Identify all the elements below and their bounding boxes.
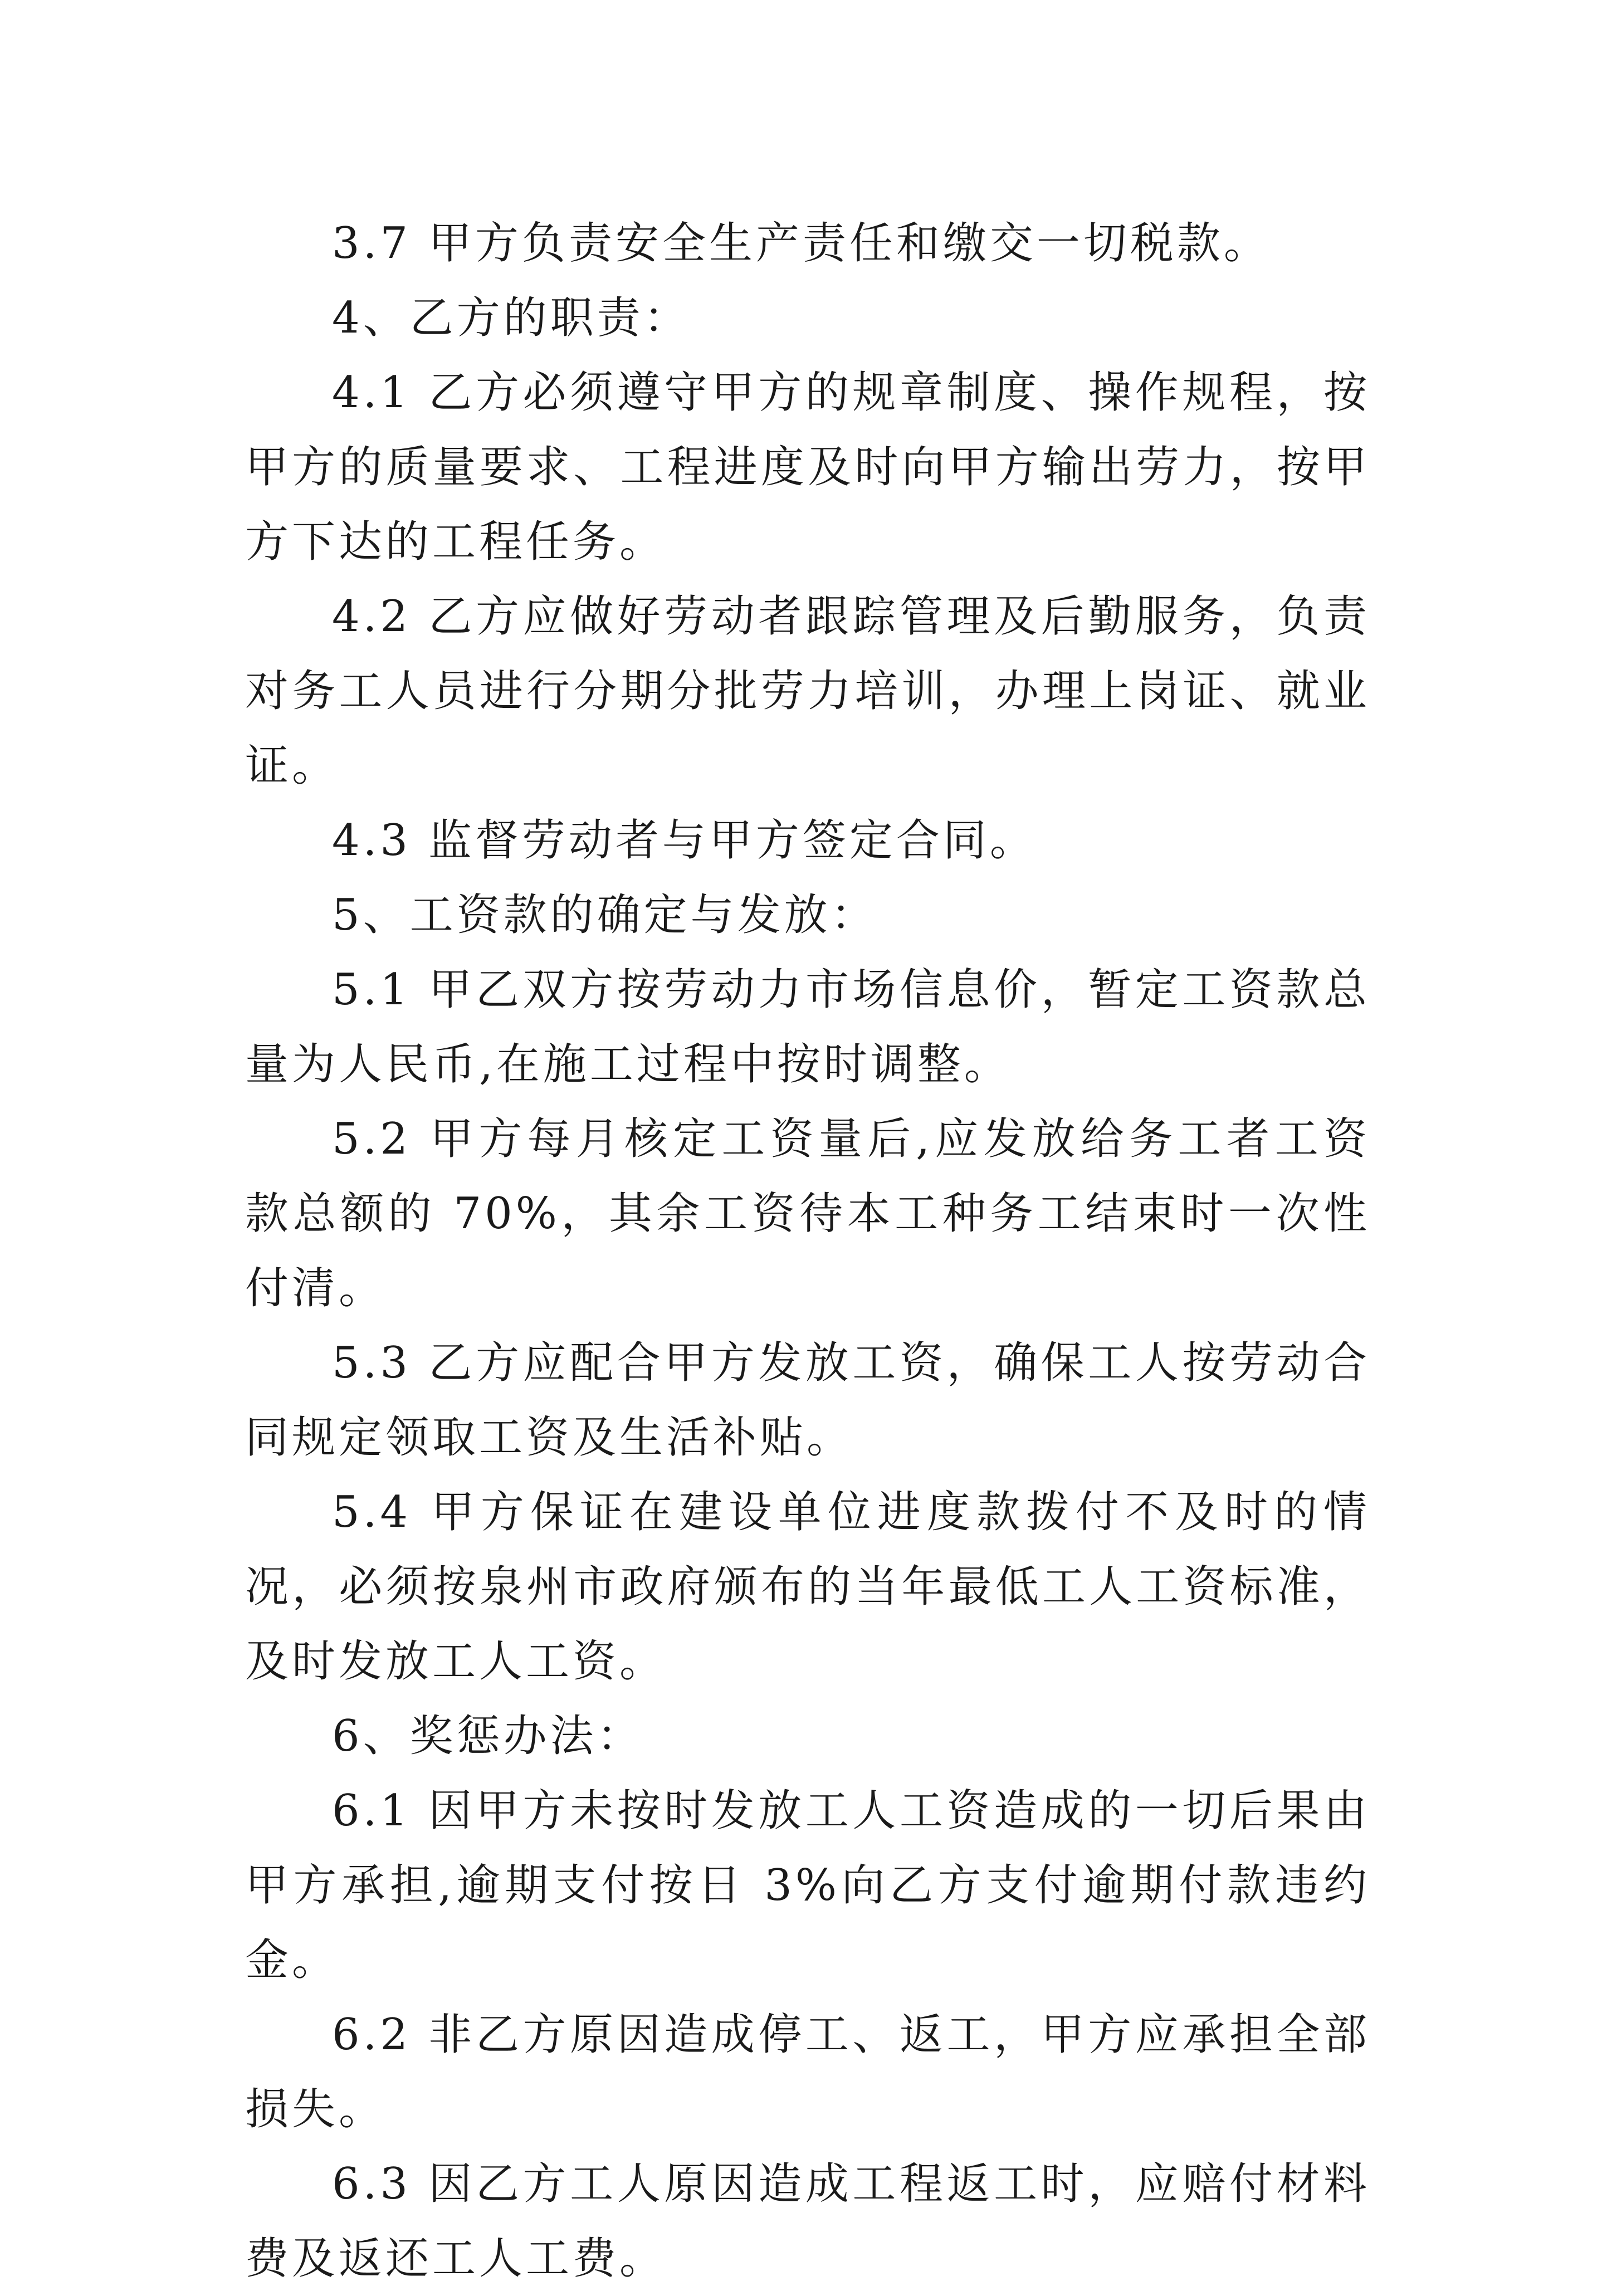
clause-4-1: 4.1 乙方必须遵守甲方的规章制度、操作规程，按甲方的质量要求、工程进度及时向甲方输出劳力，按甲方下达的工程任务。 <box>245 368 1370 567</box>
section-heading-4: 4、乙方的职责： <box>332 293 691 343</box>
clause-5-4: 5.4 甲方保证在建设单位进度款拨付不及时的情况，必须按泉州市政府颁布的当年最低工人工资标准，及时发放工人工资。 <box>245 1487 1370 1687</box>
section-heading-5: 5、工资款的确定与发放： <box>332 890 878 940</box>
document-body <box>245 206 1370 2296</box>
clause-5-3: 5.3 乙方应配合甲方发放工资，确保工人按劳动合同规定领取工资及生活补贴。 <box>245 1338 1370 1463</box>
clause-6-1: 6.1 因甲方未按时发放工人工资造成的一切后果由甲方承担,逾期支付按日 3%向乙方支付逾期付款违约金。 <box>245 1786 1370 1985</box>
clause-5-1: 5.1 甲乙双方按劳动力市场信息价，暂定工资款总量为人民币,在施工过程中按时调整。 <box>245 965 1370 1090</box>
clause-5-2: 5.2 甲方每月核定工资量后,应发放给务工者工资款总额的 70%，其余工资待本工种务工结束时一次性付清。 <box>245 1114 1370 1313</box>
clause-6-3: 6.3 因乙方工人原因造成工程返工时，应赔付材料费及返还工人工费。 <box>245 2159 1370 2284</box>
section-heading-6: 6、奖惩办法： <box>332 1711 644 1761</box>
clause-3-7: 3.7 甲方负责安全生产责任和缴交一切税款。 <box>332 218 1271 268</box>
clause-4-3: 4.3 监督劳动者与甲方签定合同。 <box>332 815 1037 866</box>
clause-6-2: 6.2 非乙方原因造成停工、返工，甲方应承担全部损失。 <box>245 2010 1370 2134</box>
clause-4-2: 4.2 乙方应做好劳动者跟踪管理及后勤服务，负责对务工人员进行分期分批劳力培训，办理上岗证、就业证。 <box>245 592 1370 791</box>
